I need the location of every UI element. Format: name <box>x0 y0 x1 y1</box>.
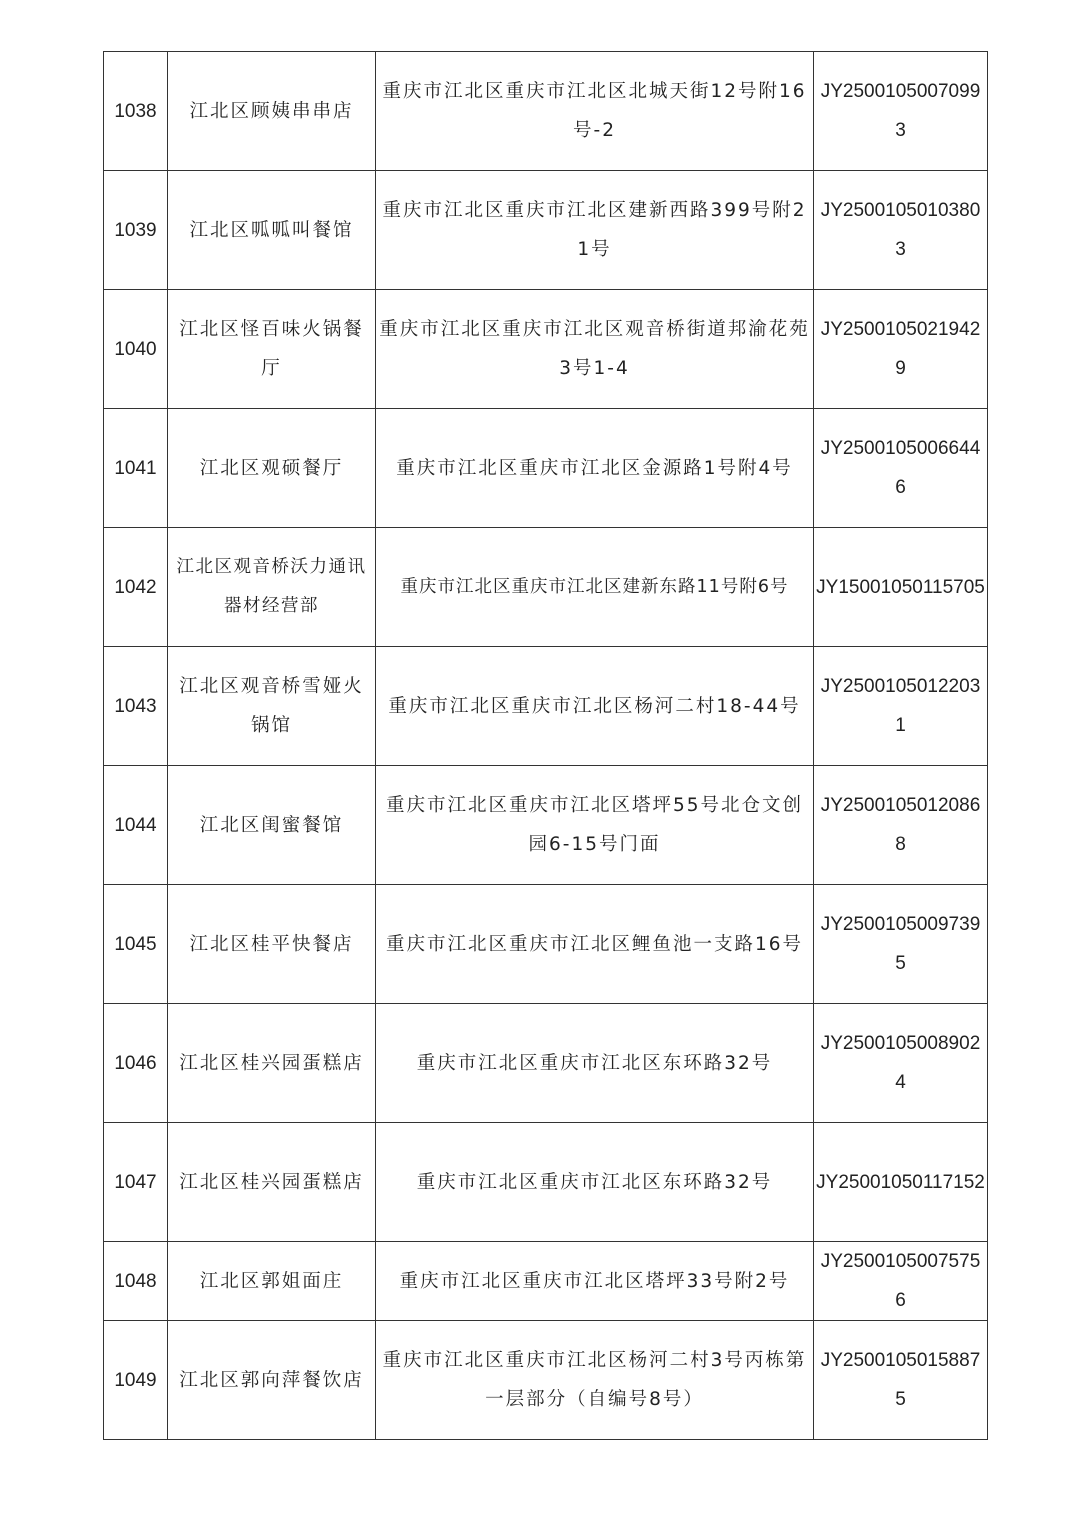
license-number: JY25001050075756 <box>814 1242 988 1321</box>
license-number: JY25001050122031 <box>814 647 988 766</box>
row-number: 1045 <box>104 885 168 1004</box>
business-address: 重庆市江北区重庆市江北区东环路32号 <box>376 1004 814 1123</box>
business-address: 重庆市江北区重庆市江北区观音桥街道邦渝花苑3号1-4 <box>376 290 814 409</box>
table-row <box>104 1242 988 1321</box>
row-number: 1042 <box>104 528 168 647</box>
records-table-body <box>104 52 988 1440</box>
business-name: 江北区郭向萍餐饮店 <box>168 1321 376 1440</box>
business-address: 重庆市江北区重庆市江北区塔坪33号附2号 <box>376 1242 814 1321</box>
business-address: 重庆市江北区重庆市江北区北城天街12号附16号-2 <box>376 52 814 171</box>
table-row <box>104 52 988 171</box>
business-address: 重庆市江北区重庆市江北区杨河二村18-44号 <box>376 647 814 766</box>
row-number: 1039 <box>104 171 168 290</box>
business-address: 重庆市江北区重庆市江北区东环路32号 <box>376 1123 814 1242</box>
table-row <box>104 528 988 647</box>
row-number: 1046 <box>104 1004 168 1123</box>
business-name: 江北区桂平快餐店 <box>168 885 376 1004</box>
records-table <box>103 51 988 1440</box>
table-row <box>104 1123 988 1242</box>
license-number: JY25001050120868 <box>814 766 988 885</box>
business-name: 江北区观音桥沃力通讯器材经营部 <box>168 528 376 647</box>
business-address: 重庆市江北区重庆市江北区杨河二村3号丙栋第一层部分（自编号8号） <box>376 1321 814 1440</box>
table-row <box>104 1321 988 1440</box>
license-number: JY25001050089024 <box>814 1004 988 1123</box>
table-row <box>104 1004 988 1123</box>
row-number: 1044 <box>104 766 168 885</box>
business-address: 重庆市江北区重庆市江北区鲤鱼池一支路16号 <box>376 885 814 1004</box>
row-number: 1047 <box>104 1123 168 1242</box>
license-number: JY25001050103803 <box>814 171 988 290</box>
row-number: 1041 <box>104 409 168 528</box>
table-row <box>104 171 988 290</box>
row-number: 1038 <box>104 52 168 171</box>
business-name: 江北区闺蜜餐馆 <box>168 766 376 885</box>
license-number: JY25001050117152 <box>814 1123 988 1242</box>
license-number: JY25001050219429 <box>814 290 988 409</box>
table-row <box>104 647 988 766</box>
table-row <box>104 409 988 528</box>
row-number: 1040 <box>104 290 168 409</box>
row-number: 1048 <box>104 1242 168 1321</box>
business-name: 江北区郭姐面庄 <box>168 1242 376 1321</box>
business-address: 重庆市江北区重庆市江北区塔坪55号北仓文创园6-15号门面 <box>376 766 814 885</box>
business-name: 江北区桂兴园蛋糕店 <box>168 1123 376 1242</box>
business-address: 重庆市江北区重庆市江北区建新东路11号附6号 <box>376 528 814 647</box>
license-number: JY25001050158875 <box>814 1321 988 1440</box>
table-row <box>104 766 988 885</box>
business-name: 江北区怪百味火锅餐厅 <box>168 290 376 409</box>
business-address: 重庆市江北区重庆市江北区建新西路399号附21号 <box>376 171 814 290</box>
business-name: 江北区观音桥雪娅火锅馆 <box>168 647 376 766</box>
business-address: 重庆市江北区重庆市江北区金源路1号附4号 <box>376 409 814 528</box>
table-row <box>104 290 988 409</box>
row-number: 1043 <box>104 647 168 766</box>
license-number: JY15001050115705 <box>814 528 988 647</box>
license-number: JY25001050097395 <box>814 885 988 1004</box>
table-row <box>104 885 988 1004</box>
license-number: JY25001050066446 <box>814 409 988 528</box>
business-name: 江北区桂兴园蛋糕店 <box>168 1004 376 1123</box>
business-name: 江北区呱呱叫餐馆 <box>168 171 376 290</box>
license-number: JY25001050070993 <box>814 52 988 171</box>
business-name: 江北区顾姨串串店 <box>168 52 376 171</box>
row-number: 1049 <box>104 1321 168 1440</box>
business-name: 江北区观硕餐厅 <box>168 409 376 528</box>
